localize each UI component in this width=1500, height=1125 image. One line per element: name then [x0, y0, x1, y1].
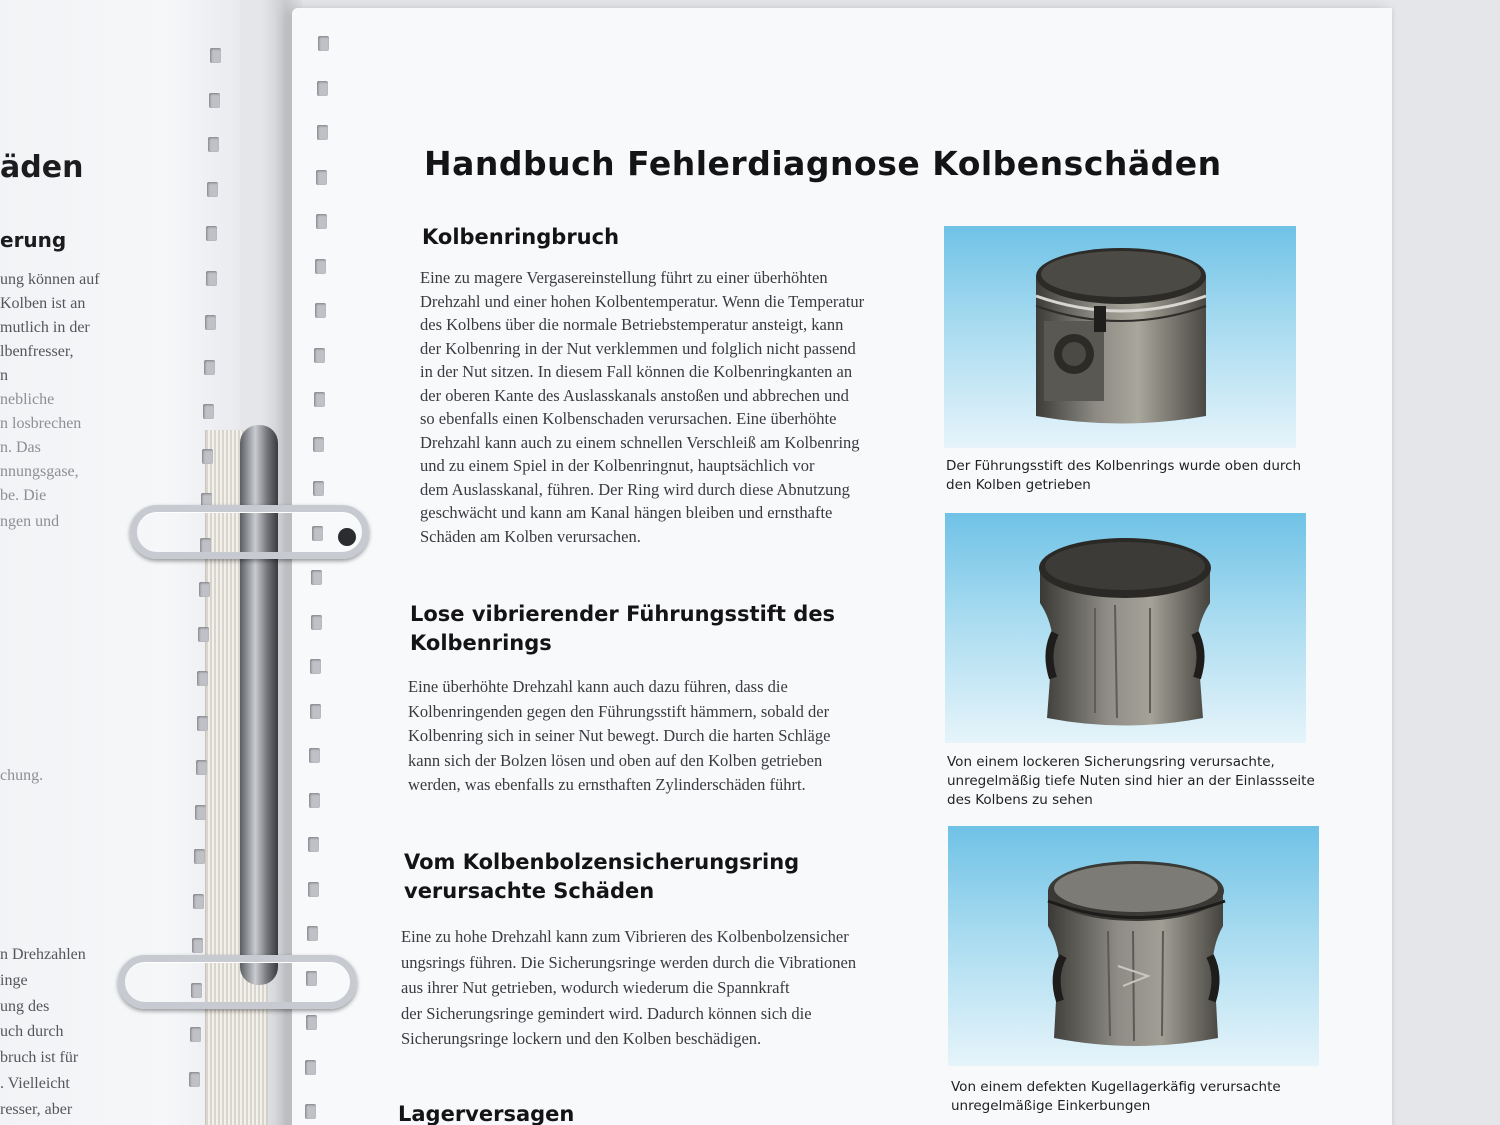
left-page-line: bruch ist für [0, 1049, 79, 1066]
binder-ring-bottom [118, 955, 357, 1009]
punch-hole [315, 259, 326, 274]
punch-hole [313, 437, 324, 452]
piston-image [945, 513, 1306, 743]
body-line: werden, was ebenfalls zu ernsthaften Zylinderschäden führt. [408, 775, 806, 794]
left-page-line: n Drehzahlen [0, 946, 86, 963]
body-line: der Sicherungsringe gemindert wird. Dadurch können sich die [401, 1003, 812, 1023]
left-page-line: lbenfresser, [0, 343, 74, 360]
body-line: dem Auslasskanal, führen. Der Ring wird durch diese Abnutzung [420, 479, 850, 499]
figure-caption-2 [947, 753, 1315, 810]
section-title-line: verursachte Schäden [404, 879, 655, 903]
caption-line: des Kolbens zu sehen [947, 792, 1093, 808]
body-line: und zu einem Spiel in der Kolbenringnut, hauptsächlich vor [420, 456, 815, 475]
body-line: Schäden am Kolben verursachen. [420, 526, 641, 546]
punch-hole [209, 93, 220, 108]
section-title-line: Vom Kolbenbolzensicherungsring [404, 850, 800, 874]
punch-hole [316, 170, 327, 185]
left-page-line: chung. [0, 767, 44, 784]
punch-hole [210, 48, 221, 63]
punch-hole [307, 926, 318, 941]
left-page-line: be. Die [0, 487, 47, 504]
figure-caption-1 [946, 457, 1301, 495]
punch-hole [308, 837, 319, 852]
left-page-line: uch durch [0, 1023, 64, 1040]
caption-line: Von einem defekten Kugellagerkäfig verursachte [951, 1079, 1281, 1095]
punch-hole [309, 748, 320, 763]
left-page-subheading: erung [0, 228, 67, 252]
section-title-kolbenringbruch [422, 223, 619, 252]
body-line: ungsrings führen. Die Sicherungsringe werden durch die Vibrationen [401, 952, 857, 972]
binder-ring-top [130, 505, 369, 559]
left-page-line: ung des [0, 998, 50, 1015]
punch-hole [315, 303, 326, 318]
punch-hole [306, 1015, 317, 1030]
punch-hole [309, 793, 320, 808]
left-page-line: n losbrechen [0, 415, 82, 432]
figure-caption-3 [951, 1078, 1281, 1116]
punch-hole [318, 36, 329, 51]
caption-line: den Kolben getrieben [946, 477, 1091, 493]
punch-hole [203, 404, 214, 419]
left-page-line: n [0, 367, 8, 384]
left-page-line: nebliche [0, 391, 55, 408]
body-line: der Kolbenring in der Nut verklemmen und folglich nicht passend [420, 338, 856, 358]
punch-hole [198, 627, 209, 642]
figure-piston-photo-2 [945, 513, 1306, 743]
punch-hole [196, 760, 207, 775]
binder-ring-top-tip [338, 528, 356, 546]
body-line: Drehzahl kann auch zu einem schnellen Verschleiß am Kolbenring [420, 432, 860, 452]
page-title: Handbuch Fehlerdiagnose Kolbenschäden [424, 144, 1222, 183]
figure-piston-photo-3 [948, 826, 1319, 1066]
body-line: Sicherungsringe lockern und den Kolben beschädigen. [401, 1029, 762, 1048]
section-title-lagerversagen [398, 1100, 574, 1125]
punch-hole [314, 392, 325, 407]
body-line: aus ihrer Nut getrieben, wodurch wiederum die Spannkraft [401, 978, 790, 997]
body-line: Drehzahl und einer hohen Kolbentemperatur. Wenn die Temperatur [420, 291, 865, 311]
section-title-line: Lose vibrierender Führungsstift des [410, 602, 836, 626]
punch-hole [199, 582, 210, 597]
punch-hole [314, 348, 325, 363]
left-page-line: . Vielleicht [0, 1075, 70, 1092]
left-page-line: ung können auf [0, 271, 100, 288]
punch-hole [317, 81, 328, 96]
punch-hole [193, 894, 204, 909]
section-body-kolbenringbruch [420, 266, 864, 548]
left-page-line: inge [0, 972, 28, 989]
punch-hole [192, 938, 203, 953]
piston-image [948, 826, 1319, 1066]
punch-hole [317, 125, 328, 140]
body-line: der oberen Kante des Auslasskanals anstoßen und abbrechen und [420, 385, 849, 405]
punch-hole [310, 659, 321, 674]
caption-line: unregelmäßige Einkerbungen [951, 1098, 1151, 1114]
section-body-sicherungsring [401, 924, 856, 1052]
punch-hole [195, 805, 206, 820]
punch-hole [316, 214, 327, 229]
left-page-line: Kolben ist an [0, 295, 86, 312]
punch-hole [206, 271, 217, 286]
piston-image [944, 226, 1296, 448]
body-line: Eine zu hohe Drehzahl kann zum Vibrieren des Kolbenbolzensicher [401, 927, 849, 946]
body-line: kann sich der Bolzen lösen und oben auf den Kolben getrieben [408, 750, 823, 770]
section-title-sicherungsring [404, 848, 799, 906]
body-line: geschwächt und kann am Kanal hängen bleiben und ernsthafte [420, 503, 833, 522]
body-line: des Kolbens über die normale Betriebstemperatur ansteigt, kann [420, 315, 844, 334]
caption-line: unregelmäßig tiefe Nuten sind hier an der Einlassseite [947, 773, 1315, 789]
left-page-line: ngen und [0, 513, 60, 530]
punch-hole [206, 226, 217, 241]
punch-hole [311, 570, 322, 585]
section-title-line: Kolbenrings [410, 631, 552, 655]
section-title-line: Lagerversagen [398, 1102, 575, 1125]
punch-hole [310, 704, 321, 719]
punch-hole [202, 449, 213, 464]
punch-hole [194, 849, 205, 864]
punch-hole [311, 615, 322, 630]
section-body-fuehrungsstift [408, 675, 830, 798]
punch-hole [308, 882, 319, 897]
body-line: Eine überhöhte Drehzahl kann auch dazu führen, dass die [408, 677, 788, 696]
punch-hole [207, 182, 218, 197]
section-title-fuehrungsstift [410, 600, 835, 658]
left-page-line: nnungsgase, [0, 463, 79, 480]
punch-hole [205, 315, 216, 330]
punch-hole [305, 1060, 316, 1075]
left-page-line: resser, aber [0, 1101, 73, 1118]
left-page-line: mutlich in der [0, 319, 90, 336]
punch-hole [204, 360, 215, 375]
punch-hole [197, 671, 208, 686]
punch-hole [189, 1072, 200, 1087]
caption-line: Von einem lockeren Sicherungsring verursachte, [947, 754, 1275, 770]
punch-hole [190, 1027, 201, 1042]
punch-hole [305, 1104, 316, 1119]
body-line: Kolbenringenden gegen den Führungsstift hämmern, sobald der [408, 701, 830, 721]
left-page-heading: äden [0, 150, 84, 185]
section-title-line: Kolbenringbruch [422, 225, 620, 249]
punch-hole [197, 716, 208, 731]
figure-piston-photo-1 [944, 226, 1296, 448]
body-line: so ebenfalls einen Kolbenschaden verursachen. Eine überhöhte [420, 409, 837, 428]
left-page-line: n. Das [0, 439, 41, 456]
body-line: in der Nut sitzen. In diesem Fall können die Kolbenringkanten an [420, 362, 853, 381]
punch-hole [313, 481, 324, 496]
body-line: Eine zu magere Vergasereinstellung führt zu einer überhöhten [420, 268, 828, 287]
caption-line: Der Führungsstift des Kolbenrings wurde oben durch [946, 458, 1302, 474]
body-line: Kolbenring sich in seiner Nut bewegt. Durch die harten Schläge [408, 726, 831, 745]
punch-hole [208, 137, 219, 152]
